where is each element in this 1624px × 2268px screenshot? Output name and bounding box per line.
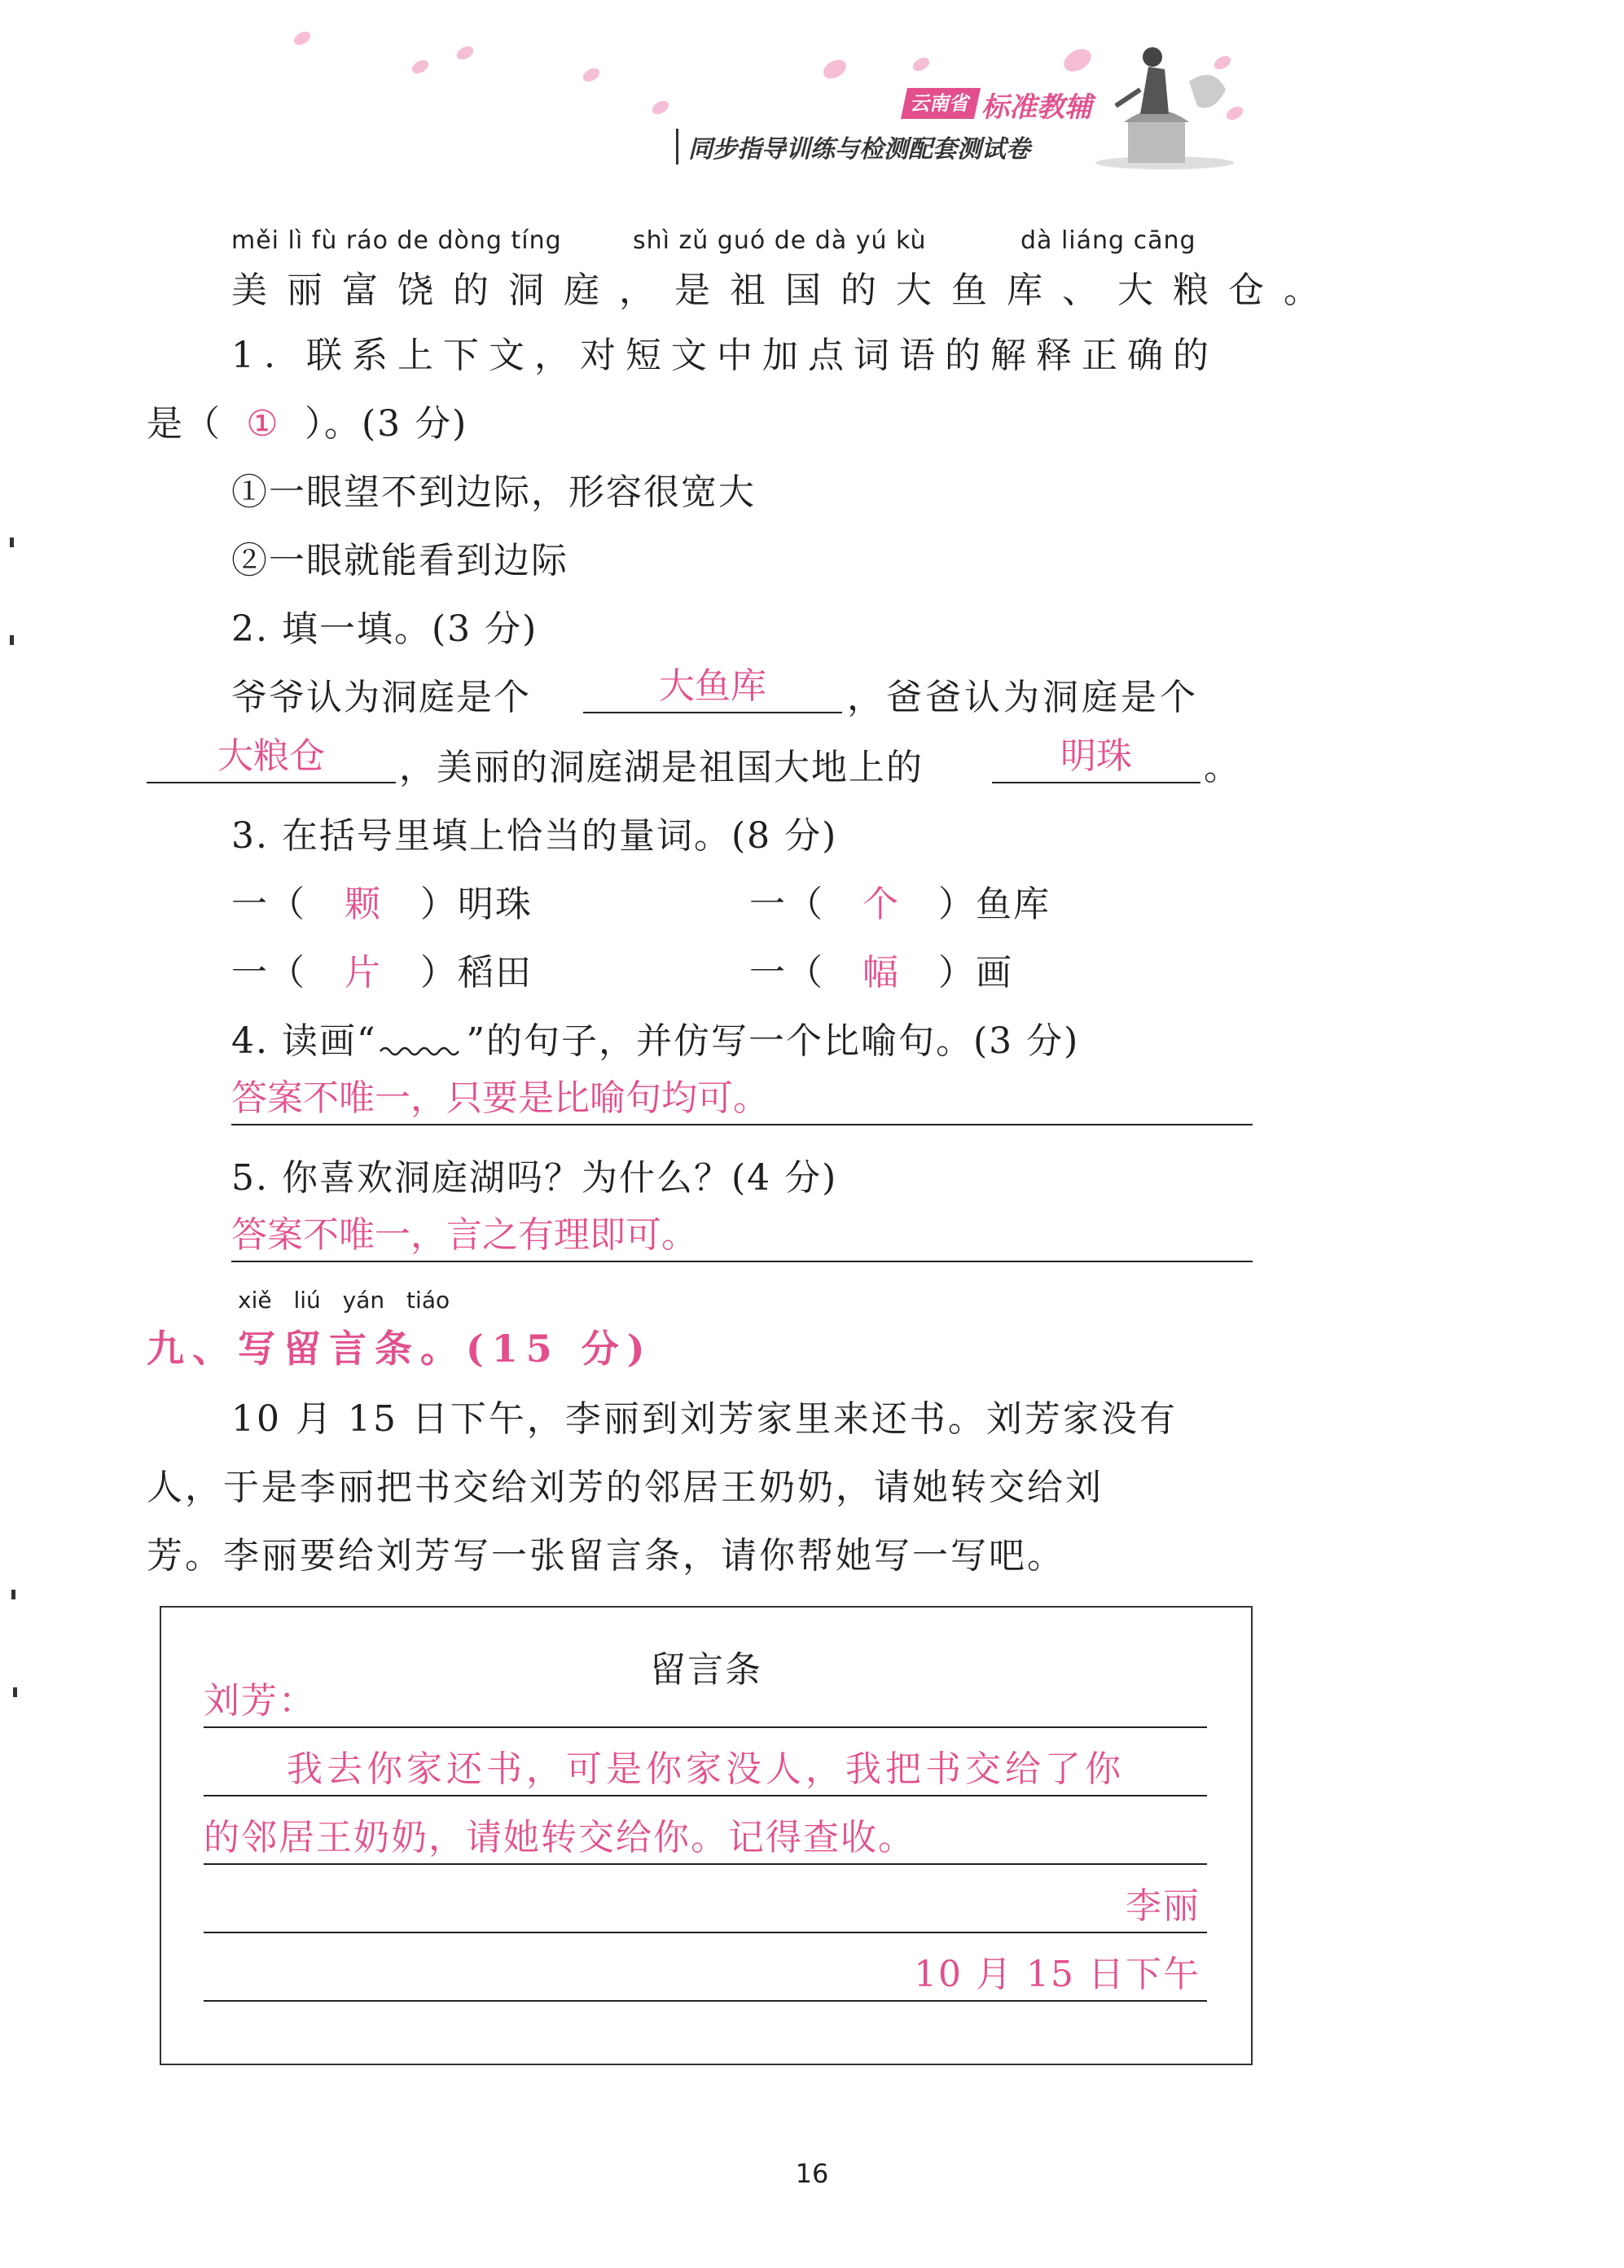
scan-mark (10, 537, 14, 547)
question-2-text-a: 爷爷认为洞庭是个 (231, 677, 531, 718)
scan-mark (10, 635, 14, 645)
memo-line (204, 1814, 1207, 1865)
question-2-stem: 2. 填一填。(3 分) (231, 608, 538, 650)
question-3-item (749, 875, 1051, 927)
wavy-underline-icon (376, 1033, 466, 1058)
memo-line (204, 1678, 1207, 1728)
page-header (0, 0, 1624, 187)
question-3-item (231, 943, 533, 995)
question-3-stem: 3. 在括号里填上恰当的量词。(8 分) (231, 815, 838, 857)
question-3-item-suffix: ）画 (938, 952, 1013, 994)
question-5-answer: 答案不唯一，言之有理即可。 (231, 1214, 697, 1256)
question-4-stem-a: 4. 读画“ (231, 1020, 377, 1062)
question-3-answer: 颗 (345, 884, 382, 925)
petal-decoration (911, 55, 932, 73)
pinyin-annotation: měi lì fù ráo de dòng tíng (231, 226, 562, 255)
question-3-answer: 个 (862, 884, 900, 925)
passage-line: 美丽富饶的洞庭，是祖国的大鱼库、大粮仓。 (231, 270, 1339, 311)
question-4-answer-line (231, 1075, 1253, 1125)
petal-decoration (650, 98, 671, 116)
reading-figure-illustration (1091, 33, 1238, 171)
memo-body-line: 的邻居王奶奶，请她转交给你。记得查收。 (204, 1817, 915, 1858)
memo-answer-box (160, 1606, 1253, 2065)
question-1-bracket-open: 是（ (147, 403, 222, 445)
question-2-answer-b: 大粮仓 (217, 735, 325, 777)
question-1-bracket-close: ）。(3 分) (305, 403, 468, 445)
question-1-stem-continued (147, 394, 467, 446)
question-2-blank-a (583, 666, 842, 713)
memo-date: 10 月 15 日下午 (914, 1954, 1200, 1995)
section-9-pinyin: xiě liú yán tiáo (238, 1287, 450, 1314)
question-2-text-c: ，美丽的洞庭湖是祖国大地上的 (399, 747, 924, 788)
question-3-item-prefix: 一（ (231, 884, 306, 925)
memo-salutation: 刘芳： (204, 1680, 316, 1722)
memo-line (204, 1746, 1207, 1796)
question-2-blank-b (147, 736, 396, 783)
scan-mark (11, 1590, 15, 1599)
pinyin-annotation: dà liáng cāng (1020, 226, 1196, 255)
petal-decoration (581, 65, 602, 84)
petal-decoration (1060, 45, 1095, 77)
petal-decoration (820, 56, 849, 82)
question-3-item-suffix: ）明珠 (420, 884, 533, 925)
question-1-option-1: ①一眼望不到边际，形容很宽大 (231, 472, 756, 513)
memo-title: 留言条 (650, 1649, 762, 1691)
question-3-item (231, 875, 533, 927)
petal-decoration (410, 57, 431, 76)
memo-line (204, 1951, 1207, 2002)
question-3-item-prefix: 一（ (749, 952, 824, 994)
memo-signature: 李丽 (1126, 1885, 1200, 1927)
question-2-blank-c (992, 736, 1200, 783)
section-9-paragraph-line: 10 月 15 日下午，李丽到刘芳家里来还书。刘芳家没有 (231, 1398, 1178, 1440)
brand-name: 标准教辅 (981, 91, 1092, 124)
section-9-paragraph-line: 芳。李丽要给刘芳写一张留言条，请你帮她写一写吧。 (147, 1535, 1065, 1577)
section-9-title: 九、写留言条。(15 分) (147, 1327, 653, 1371)
question-2-text-b: ，爸爸认为洞庭是个 (847, 677, 1199, 718)
series-subtitle: 同步指导训练与检测配套测试卷 (676, 129, 1030, 165)
question-3-item-suffix: ）稻田 (420, 952, 533, 994)
question-2-text-d: 。 (1204, 747, 1241, 788)
question-3-item-prefix: 一（ (231, 952, 306, 994)
memo-line (204, 1883, 1207, 1933)
question-5-stem: 5. 你喜欢洞庭湖吗？为什么？(4 分) (231, 1157, 838, 1199)
question-1-option-2: ②一眼就能看到边际 (231, 540, 568, 581)
question-5-answer-line (231, 1212, 1253, 1262)
question-3-answer: 幅 (862, 952, 900, 994)
page-number: 16 (795, 2158, 829, 2189)
question-3-item (749, 943, 1013, 995)
question-2-answer-c: 明珠 (1060, 735, 1132, 777)
question-4-stem (231, 1011, 1079, 1064)
question-2-answer-a: 大鱼库 (659, 665, 766, 707)
pinyin-annotation: shì zǔ guó de dà yú kù (633, 226, 927, 255)
scan-mark (13, 1687, 17, 1697)
question-3-item-prefix: 一（ (749, 884, 824, 925)
memo-body-line: 我去你家还书，可是你家没人，我把书交给了你 (287, 1748, 1125, 1790)
question-4-stem-b: ”的句子，并仿写一个比喻句。(3 分) (466, 1020, 1080, 1062)
question-3-answer: 片 (345, 952, 382, 994)
question-1-answer: ① (246, 403, 280, 445)
brand-badge: 云南省 (901, 88, 981, 119)
question-4-answer: 答案不唯一，只要是比喻句均可。 (231, 1077, 769, 1119)
question-3-item-suffix: ）鱼库 (938, 884, 1051, 925)
petal-decoration (454, 43, 476, 62)
section-9-paragraph-line: 人，于是李丽把书交给刘芳的邻居王奶奶，请她转交给刘 (147, 1467, 1104, 1508)
petal-decoration (292, 29, 313, 47)
question-1-stem: 1. 联系上下文，对短文中加点词语的解释正确的 (231, 335, 1218, 376)
